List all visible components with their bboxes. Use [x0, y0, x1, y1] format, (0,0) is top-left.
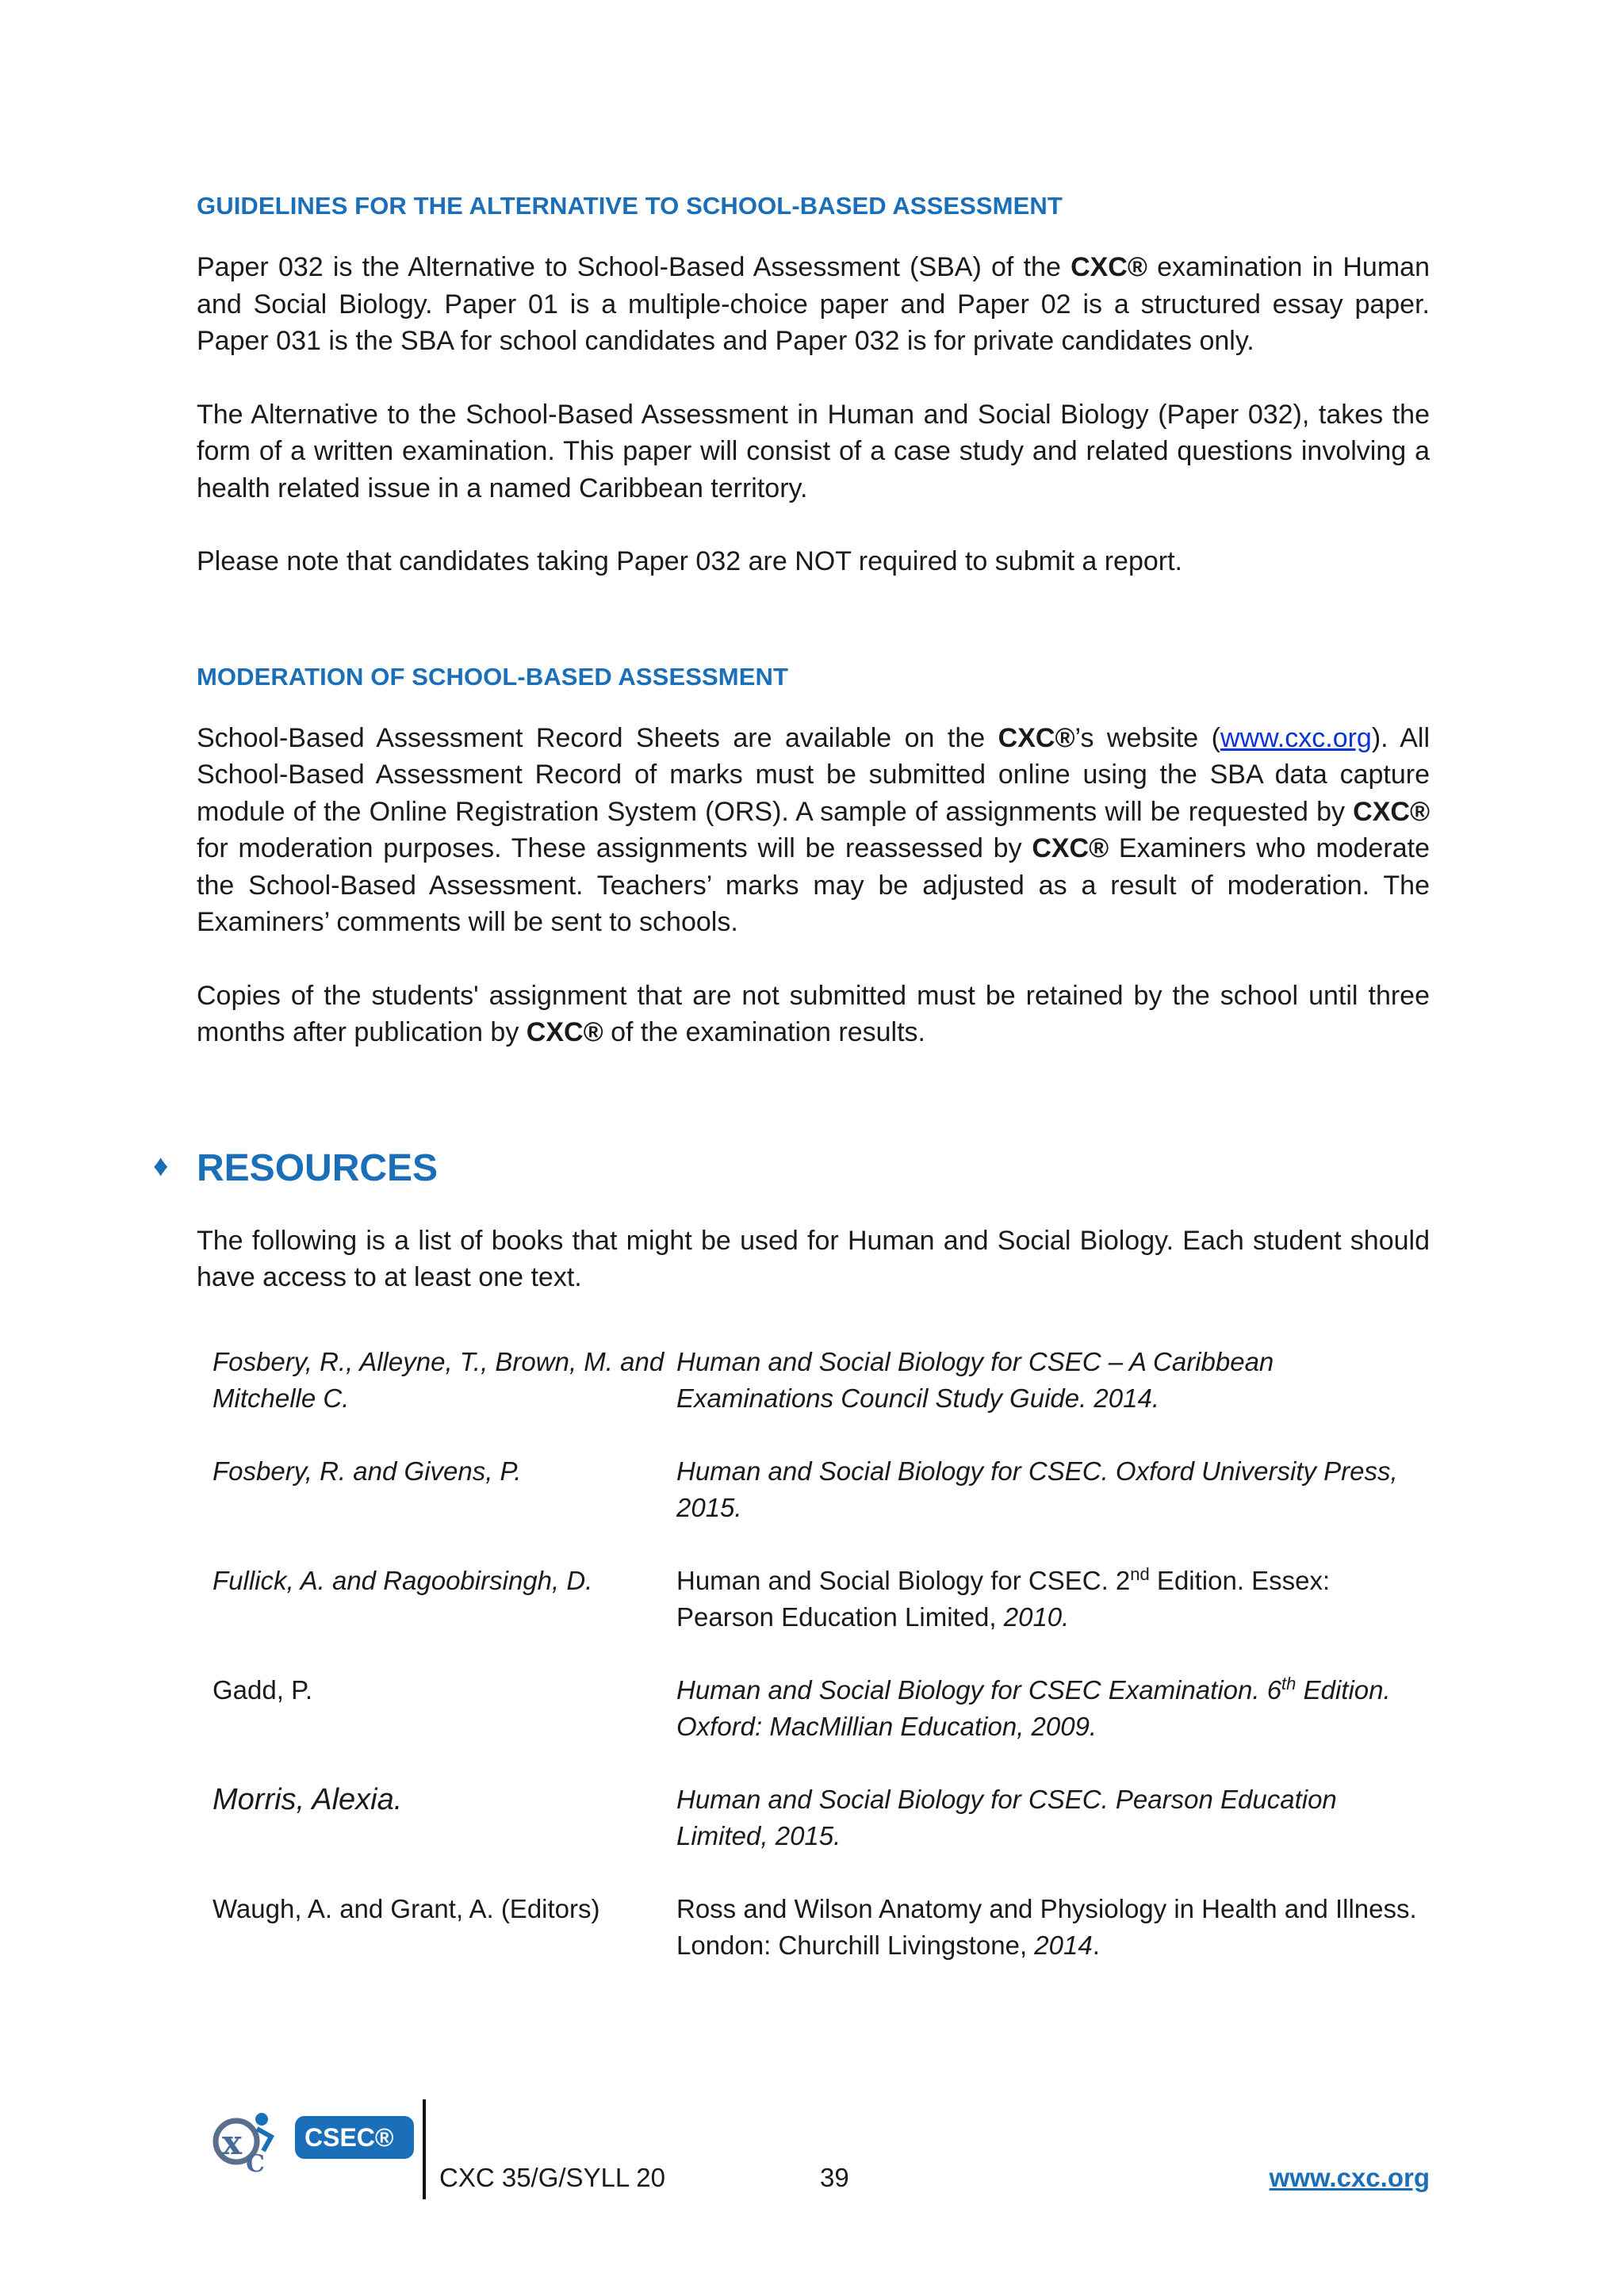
reference-title: Human and Social Biology for CSEC – A Caribbean Examinations Council Study Guide. 2014.	[676, 1346, 1274, 1413]
reference-author: Waugh, A. and Grant, A. (Editors)	[213, 1893, 600, 1923]
reference-title: Human and Social Biology for CSEC. 2nd Edition. Essex: Pearson Education Limited, 2010.	[676, 1563, 1331, 1632]
cxc-csec-logo	[208, 2105, 419, 2178]
diamond-bullet-icon: ♦	[153, 1149, 169, 1183]
reference-item	[197, 1344, 1430, 1417]
moderation-paragraph-1: School-Based Assessment Record Sheets are available on the CXC®’s website (www.cxc.org). All School-Based Assessment Record of marks must be submitted online using the SBA data capture module of the Online Registration System (ORS). A sample of assignments will be requested by CXC® for moderation purposes. These assignments will be reassessed by CXC® Examiners who moderate the School-Based Assessment. Teachers’ marks may be adjusted as a result of moderation. The Examiners’ comments will be sent to schools.	[197, 722, 1431, 937]
reference-author: Fosbery, R. and Givens, P.	[213, 1456, 522, 1486]
moderation-heading: MODERATION OF SCHOOL-BASED ASSESSMENT	[197, 662, 789, 691]
page-number: 39	[820, 2163, 849, 2192]
brand-cxc: CXC®	[1032, 833, 1109, 863]
brand-cxc: CXC®	[526, 1017, 603, 1047]
reference-item	[197, 1891, 1430, 1964]
moderation-paragraph-2: Copies of the students' assignment that are not submitted must be retained by the school until three months after publication by CXC® of the examination results.	[197, 980, 1430, 1047]
reference-list	[197, 1344, 1430, 1964]
reference-item	[197, 1781, 1430, 1854]
svg-text:CSEC®: CSEC®	[304, 2123, 394, 2152]
reference-title: Human and Social Biology for CSEC. Pearson Education Limited, 2015.	[676, 1784, 1337, 1850]
guidelines-paragraph-2: The Alternative to the School-Based Assessment in Human and Social Biology (Paper 032), takes the form of a written examination. This paper will consist of a case study and related questions involving a health related issue in a named Caribbean territory.	[197, 399, 1430, 503]
brand-cxc: CXC®	[1353, 796, 1430, 827]
guidelines-heading: GUIDELINES FOR THE ALTERNATIVE TO SCHOOL-BASED ASSESSMENT	[197, 192, 1063, 220]
reference-author: Morris, Alexia.	[213, 1782, 403, 1816]
guidelines-paragraph-3: Please note that candidates taking Paper 032 are NOT required to submit a report.	[197, 546, 1182, 576]
cxc-emblem-icon	[216, 2113, 271, 2178]
reference-item	[197, 1453, 1430, 1526]
cxc-website-link[interactable]: www.cxc.org	[1220, 722, 1372, 753]
page-content	[153, 192, 1431, 2000]
reference-item	[197, 1563, 1430, 1636]
reference-author: Fullick, A. and Ragoobirsingh, D.	[213, 1565, 593, 1595]
reference-author: Gadd, P.	[213, 1674, 312, 1705]
brand-cxc: CXC®	[1071, 252, 1147, 282]
reference-title: Human and Social Biology for CSEC. Oxford University Press, 2015.	[676, 1456, 1398, 1522]
resources-intro: The following is a list of books that might be used for Human and Social Biology. Each student should have access to at least one text.	[197, 1225, 1430, 1292]
svg-text:x: x	[222, 2123, 243, 2162]
svg-text:C: C	[246, 2150, 265, 2178]
reference-title: Human and Social Biology for CSEC Examination. 6th Edition. Oxford: MacMillian Education, 2009.	[676, 1673, 1391, 1741]
footer-website-link[interactable]: www.cxc.org	[1269, 2163, 1430, 2192]
reference-author: Fosbery, R., Alleyne, T., Brown, M. and Mitchelle C.	[213, 1346, 665, 1413]
reference-title: Ross and Wilson Anatomy and Physiology in Health and Illness. London: Churchill Livingstone, 2014.	[676, 1893, 1417, 1960]
guidelines-paragraph-1: Paper 032 is the Alternative to School-Based Assessment (SBA) of the CXC® examination in Human and Social Biology. Paper 01 is a multiple-choice paper and Paper 02 is a structured essay paper. Paper 031 is the SBA for school candidates and Paper 032 is for private candidates only.	[197, 252, 1430, 356]
resources-heading: ♦ RESOURCES	[153, 1146, 439, 1189]
brand-cxc: CXC®	[998, 722, 1075, 753]
reference-item	[197, 1672, 1430, 1745]
syllabus-code: CXC 35/G/SYLL 20	[439, 2163, 665, 2192]
footer-divider	[423, 2099, 426, 2199]
